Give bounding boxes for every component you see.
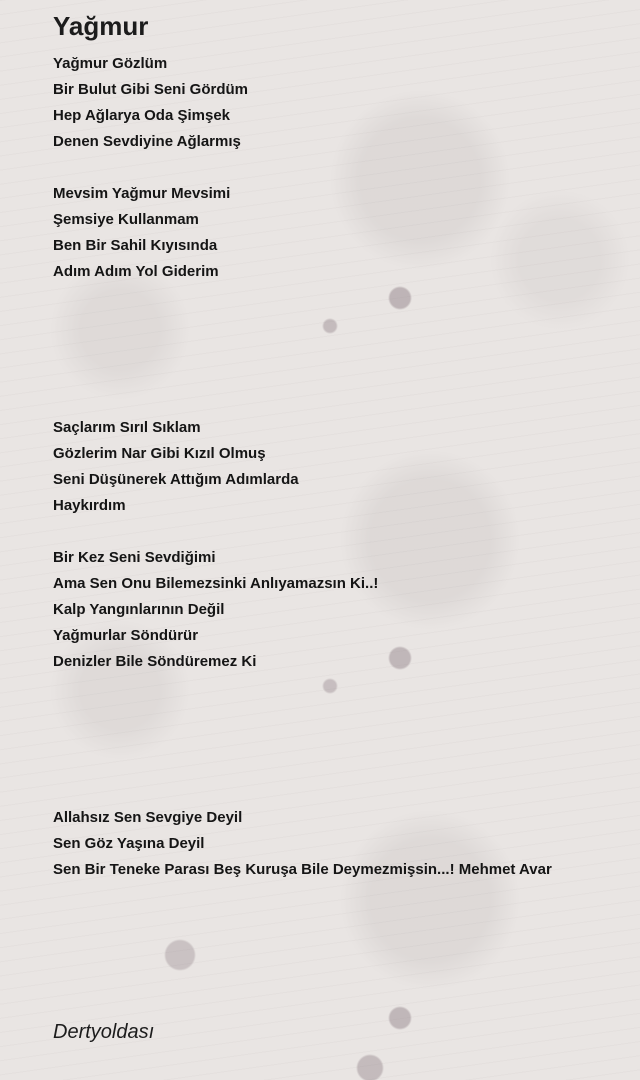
poem-line: Denen Sevdiyine Ağlarmış <box>53 133 241 150</box>
poem-line: Şemsiye Kullanmam <box>53 211 199 228</box>
poem-line: Hep Ağlarya Oda Şimşek <box>53 107 231 124</box>
poem-line: Denizler Bile Söndüremez Ki <box>53 653 257 670</box>
poem-title: Yağmur <box>53 11 149 41</box>
poem-blank-line <box>53 155 633 181</box>
poem-line: Bir Kez Seni Sevdiğimi <box>53 549 216 566</box>
poem-blank-line <box>53 285 633 311</box>
poem-blank-line <box>53 519 633 545</box>
poem-blank-line <box>53 311 633 337</box>
poem-blank-line <box>53 701 633 727</box>
poem-blank-line <box>53 363 633 389</box>
poem-line: Kalp Yangınlarının Değil <box>53 601 225 618</box>
poem-blank-line <box>53 675 633 701</box>
poem-blank-line <box>53 753 633 779</box>
poem-line: Bir Bulut Gibi Seni Gördüm <box>53 81 248 98</box>
poem-body <box>53 51 633 883</box>
poem-line: Adım Adım Yol Giderim <box>53 263 219 280</box>
poem-line: Seni Düşünerek Attığım Adımlarda <box>53 471 299 488</box>
poem-blank-line <box>53 727 633 753</box>
poem-line: Gözlerim Nar Gibi Kızıl Olmuş <box>53 445 266 462</box>
poem-line: Yağmurlar Söndürür <box>53 627 199 644</box>
poem-blank-line <box>53 779 633 805</box>
poem-line: Mevsim Yağmur Mevsimi <box>53 185 231 202</box>
poem-line: Ama Sen Onu Bilemezsinki Anlıyamazsın Ki..! <box>53 575 379 592</box>
poem-line: Sen Bir Teneke Parası Beş Kuruşa Bile Deymezmişsin...! Mehmet Avar <box>53 861 552 878</box>
poem-line: Sen Göz Yaşına Deyil <box>53 835 205 852</box>
poem-blank-line <box>53 389 633 415</box>
poem-line: Haykırdım <box>53 497 126 514</box>
poem-author: Dertyoldası <box>53 1021 155 1043</box>
poem-line: Ben Bir Sahil Kıyısında <box>53 237 218 254</box>
poem-line: Saçlarım Sırıl Sıklam <box>53 419 201 436</box>
poem-line: Yağmur Gözlüm <box>53 55 168 72</box>
poem-blank-line <box>53 337 633 363</box>
poem-line: Allahsız Sen Sevgiye Deyil <box>53 809 243 826</box>
